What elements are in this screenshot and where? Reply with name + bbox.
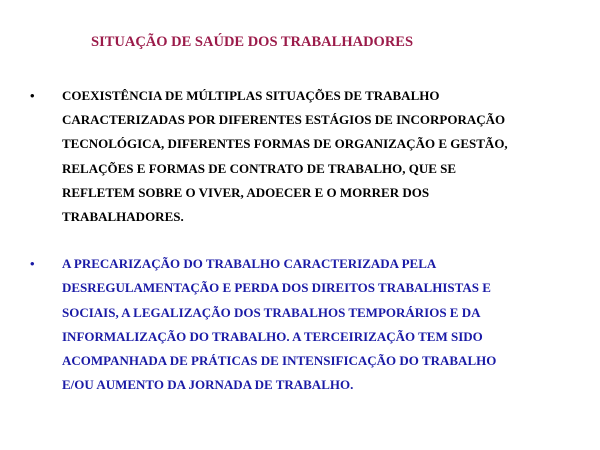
bullet-line: E/OU AUMENTO DA JORNADA DE TRABALHO.	[62, 377, 354, 393]
bullet-line: INFORMALIZAÇÃO DO TRABALHO. A TERCEIRIZAÇÃO TEM SIDO	[62, 328, 483, 344]
bullet-line: A PRECARIZAÇÃO DO TRABALHO CARACTERIZADA PELA	[62, 256, 437, 272]
bullet-line: REFLETEM SOBRE O VIVER, ADOECER E O MORRER DOS	[62, 184, 430, 200]
bullet-item-coexistencia	[30, 84, 578, 229]
bullet-marker: •	[30, 256, 35, 272]
bullet-marker: •	[30, 88, 35, 103]
bullet-text	[62, 252, 578, 397]
bullet-line: DESREGULAMENTAÇÃO E PERDA DOS DIREITOS TRABALHISTAS E	[62, 280, 491, 296]
bullet-line: RELAÇÕES E FORMAS DE CONTRATO DE TRABALHO, QUE SE	[62, 160, 457, 176]
bullet-line: TECNOLÓGICA, DIFERENTES FORMAS DE ORGANIZAÇÃO E GESTÃO,	[62, 136, 508, 152]
bullet-line: ACOMPANHADA DE PRÁTICAS DE INTENSIFICAÇÃO DO TRABALHO	[62, 353, 497, 369]
bullet-line: COEXISTÊNCIA DE MÚLTIPLAS SITUAÇÕES DE TRABALHO	[62, 88, 440, 103]
bullet-line: CARACTERIZADAS POR DIFERENTES ESTÁGIOS DE INCORPORAÇÃO	[62, 112, 506, 128]
bullet-item-precarizacao	[30, 252, 578, 397]
bullet-line: TRABALHADORES.	[62, 209, 184, 225]
bullet-text	[62, 84, 578, 229]
bullet-list	[30, 84, 578, 397]
slide-title: SITUAÇÃO DE SAÚDE DOS TRABALHADORES	[91, 34, 414, 50]
bullet-line: SOCIAIS, A LEGALIZAÇÃO DOS TRABALHOS TEMPORÁRIOS E DA	[62, 304, 481, 320]
